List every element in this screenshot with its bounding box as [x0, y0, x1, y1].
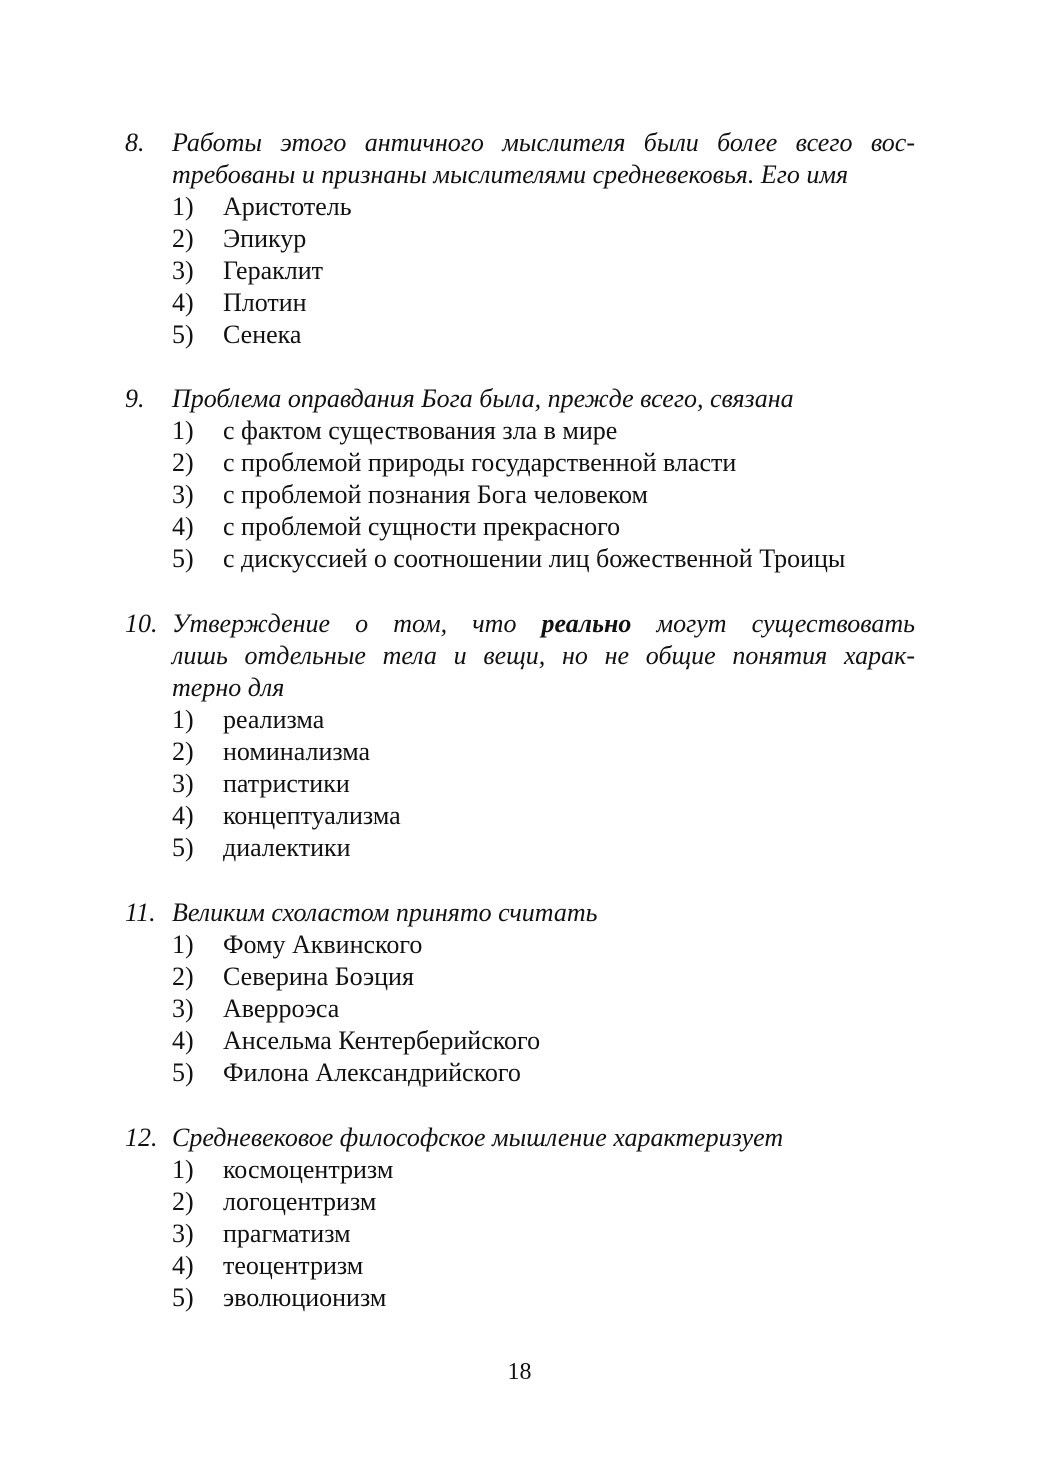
answer-options	[125, 704, 915, 864]
question-text: Проблема оправдания Бога была, прежде всего, связана	[172, 384, 794, 413]
question-8	[125, 127, 915, 351]
answer-option: 2) логоцентризм	[172, 1187, 377, 1216]
answer-options	[125, 1154, 915, 1314]
answer-option: 5) Филона Александрийского	[172, 1058, 521, 1087]
answer-option: 3) Гераклит	[172, 256, 324, 285]
question-text: Великим схоластом принято считать	[172, 898, 598, 927]
question-11	[125, 897, 915, 1089]
question-text: Средневековое философское мышление характеризует	[172, 1123, 784, 1152]
answer-option: 4) теоцентризм	[172, 1251, 364, 1280]
question-text: Работы этого античного мыслителя были более всего вос- требованы и признаны мыслителями средневековья. Его имя	[172, 128, 915, 189]
answer-option: 1) реализма	[172, 705, 325, 734]
answer-option: 5) диалектики	[172, 833, 351, 862]
answer-options	[125, 191, 915, 351]
emphasis-text: реально	[541, 609, 632, 638]
answer-option: 5) Сенека	[172, 320, 302, 349]
answer-option: 4) Плотин	[172, 288, 307, 317]
answer-option: 3) прагматизм	[172, 1219, 351, 1248]
question-number: 11.	[125, 898, 156, 927]
answer-option: 1) Фому Аквинского	[172, 930, 423, 959]
question-number: 8.	[125, 128, 145, 157]
question-10	[125, 608, 915, 864]
page-number: 18	[507, 1359, 532, 1385]
answer-option: 3) с проблемой познания Бога человеком	[172, 480, 649, 509]
answer-options	[125, 929, 915, 1089]
answer-option: 3) Аверроэса	[172, 994, 340, 1023]
answer-option: 5) с дискуссией о соотношении лиц божественной Троицы	[172, 544, 846, 573]
question-9	[125, 383, 915, 575]
question-12	[125, 1122, 915, 1314]
answer-option: 1) с фактом существования зла в мире	[172, 416, 618, 445]
question-number: 10.	[125, 609, 158, 638]
answer-options	[125, 415, 915, 575]
answer-option: 4) с проблемой сущности прекрасного	[172, 512, 621, 541]
answer-option: 4) концептуализма	[172, 801, 401, 830]
question-number: 9.	[125, 384, 145, 413]
answer-option: 2) Северина Боэция	[172, 962, 414, 991]
question-number: 12.	[125, 1123, 158, 1152]
answer-option: 1) космоцентризм	[172, 1155, 394, 1184]
answer-option: 2) Эпикур	[172, 224, 307, 253]
answer-option: 2) с проблемой природы государственной власти	[172, 448, 737, 477]
answer-option: 1) Аристотель	[172, 192, 352, 221]
answer-option: 3) патристики	[172, 769, 350, 798]
answer-option: 5) эволюционизм	[172, 1283, 387, 1312]
question-text: Утверждение о том, что реально могут существовать лишь отдельные тела и вещи, но не общие понятия харак- терно для	[172, 609, 916, 702]
answer-option: 4) Ансельма Кентерберийского	[172, 1026, 541, 1055]
answer-option: 2) номинализма	[172, 737, 371, 766]
